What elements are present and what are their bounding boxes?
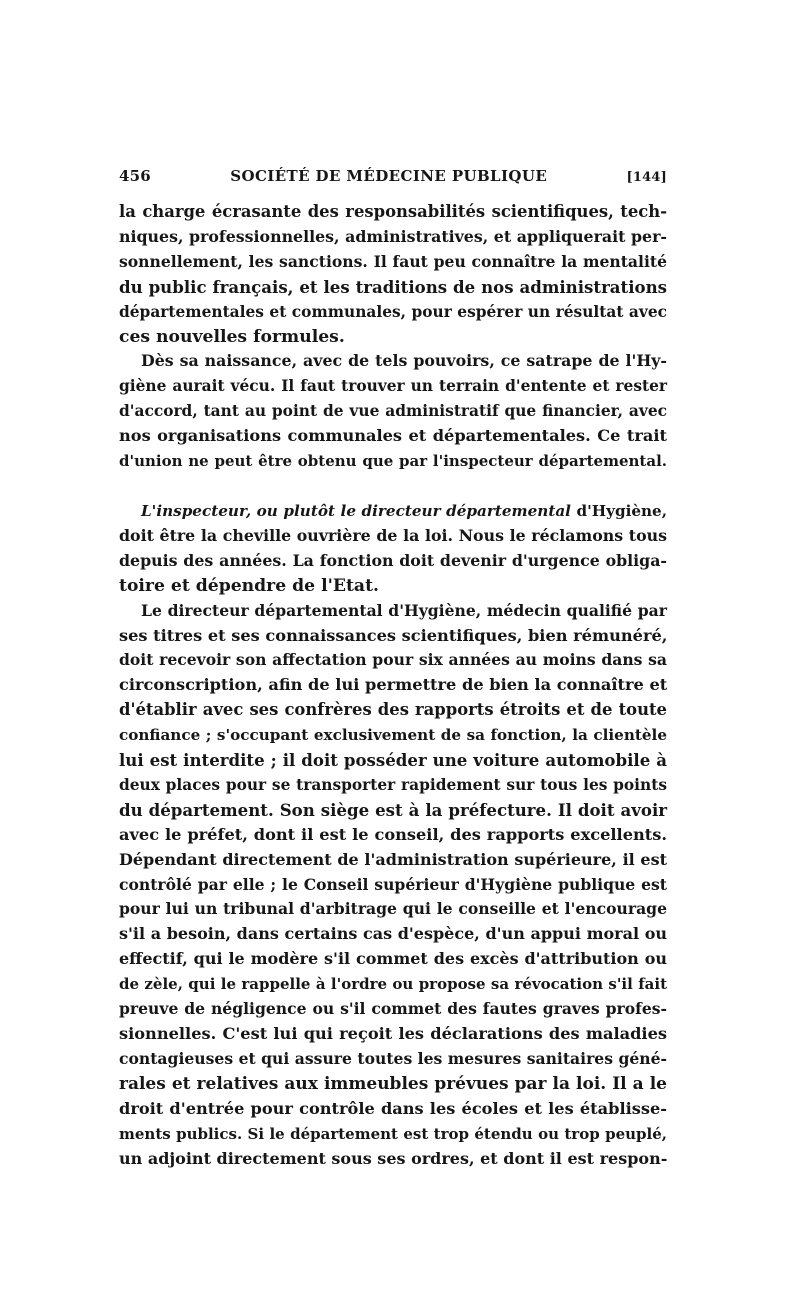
text-line: s'il a besoin, dans certains cas d'espèce, d'un appui moral ou: [119, 924, 667, 944]
text-line: un adjoint directement sous ses ordres, et dont il est respon-: [119, 1148, 668, 1168]
text-line: contrôlé par elle ; le Conseil supérieur d'Hygiène publique est: [119, 874, 667, 894]
text-line: [119, 499, 667, 524]
text-line: avec le préfet, dont il est le conseil, des rapports excellents.: [119, 824, 667, 844]
text-line: rales et relatives aux immeubles prévues par la loi. Il a le: [119, 1073, 667, 1094]
text-line: niques, professionnelles, administratives, et appliquerait per-: [119, 226, 667, 246]
text-line: du public français, et les traditions de nos administrations: [119, 276, 667, 297]
body-text: [119, 200, 667, 1171]
text-line: ments publics. Si le département est trop étendu ou trop peuplé,: [119, 1124, 667, 1143]
text-line: effectif, qui le modère s'il commet des excès d'attribution ou: [119, 949, 667, 969]
text-line: deux places pour se transporter rapidement sur tous les points: [119, 775, 667, 794]
bracket-number: [144]: [626, 170, 667, 185]
text-line: d'établir avec ses confrères des rapports étroits et de toute: [119, 700, 667, 720]
text-line: de zèle, qui le rappelle à l'ordre ou propose sa révocation s'il fait: [119, 975, 667, 994]
page-number: 456: [119, 167, 151, 185]
lead-rest: d'Hygiène,: [570, 501, 667, 520]
text-line: Dès sa naissance, avec de tels pouvoirs, ce satrape de l'Hy-: [141, 351, 667, 371]
text-line: droit d'entrée pour contrôle dans les écoles et les établisse-: [119, 1098, 667, 1118]
text-line: d'union ne peut être obtenu que par l'inspecteur départemental.: [119, 452, 667, 471]
text-line: sonnellement, les sanctions. Il faut peu connaître la mentalité: [119, 251, 667, 271]
text-line: giène aurait vécu. Il faut trouver un terrain d'entente et rester: [119, 377, 667, 396]
text-line: ces nouvelles formules.: [119, 326, 345, 347]
text-line: Le directeur départemental d'Hygiène, médecin qualifié par: [141, 600, 667, 620]
italic-lead: L'inspecteur, ou plutôt le directeur départemental: [141, 501, 571, 520]
text-line: départementales et communales, pour espérer un résultat avec: [119, 302, 667, 321]
text-line: pour lui un tribunal d'arbitrage qui le conseille et l'encourage: [119, 899, 667, 919]
text-line: doit être la cheville ouvrière de la loi. Nous le réclamons tous: [119, 525, 667, 545]
paragraph-gap: [119, 474, 667, 499]
text-line: confiance ; s'occupant exclusivement de sa fonction, la clientèle: [119, 726, 667, 745]
text-line: depuis des années. La fonction doit devenir d'urgence obliga-: [119, 550, 667, 570]
running-header: [119, 167, 667, 185]
text-line: nos organisations communales et départementales. Ce trait: [119, 426, 667, 446]
text-line: circonscription, afin de lui permettre de bien la connaître et: [119, 675, 668, 695]
text-line: du département. Son siège est à la préfecture. Il doit avoir: [119, 799, 667, 820]
text-line: toire et dépendre de l'Etat.: [119, 575, 379, 596]
text-line: doit recevoir son affectation pour six années au moins dans sa: [119, 650, 667, 670]
text-line: Dépendant directement de l'administration supérieure, il est: [119, 849, 667, 869]
text-line: ses titres et ses connaissances scientifiques, bien rémunéré,: [119, 625, 668, 645]
text-line: d'accord, tant au point de vue administratif que financier, avec: [119, 402, 667, 421]
text-line: preuve de négligence ou s'il commet des fautes graves profes-: [119, 999, 667, 1019]
text-line: contagieuses et qui assure toutes les mesures sanitaires géné-: [119, 1048, 667, 1068]
text-line: lui est interdite ; il doit posséder une voiture automobile à: [119, 750, 667, 771]
running-title: SOCIÉTÉ DE MÉDECINE PUBLIQUE: [230, 167, 548, 185]
text-line: sionnelles. C'est lui qui reçoit les déclarations des maladies: [119, 1024, 667, 1043]
text-line: la charge écrasante des responsabilités scientifiques, tech-: [119, 202, 667, 221]
